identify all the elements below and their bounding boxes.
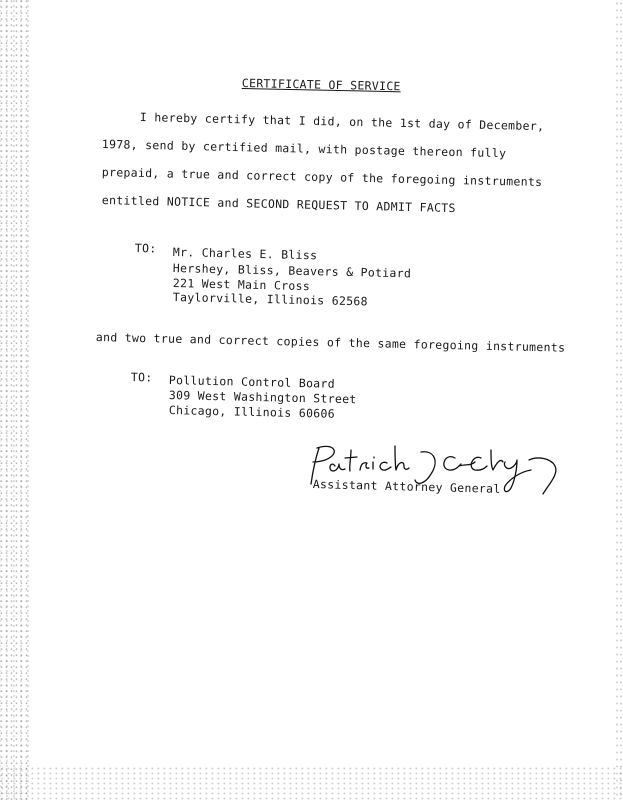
paragraph-line: 1978, send by certified mail, with postage thereon fully	[101, 137, 507, 161]
recipient1-line: Taylorville, Illinois 62568	[172, 290, 368, 309]
handwritten-signature	[305, 440, 570, 505]
paragraph-line: entitled NOTICE and SECOND REQUEST TO ADMIT FACTS	[101, 193, 456, 216]
recipient1-label: TO:	[134, 241, 157, 256]
recipient2-label: TO:	[130, 370, 153, 385]
recipient2-line: Chicago, Illinois 60606	[168, 403, 336, 421]
recipient2-line: 309 West Washington Street	[168, 388, 357, 407]
recipient1-line: Mr. Charles E. Bliss	[172, 245, 318, 263]
scan-noise-bottom	[0, 766, 623, 800]
recipient1-line: Hershey, Bliss, Beavers & Potiard	[172, 261, 412, 281]
recipient1-line: 221 West Main Cross	[172, 276, 311, 294]
recipient2-line: Pollution Control Board	[168, 373, 336, 391]
signature-title: Assistant Attorney General	[312, 477, 501, 496]
paragraph-line: prepaid, a true and correct copy of the foregoing instruments	[101, 165, 543, 189]
middle-line: and two true and correct copies of the same foregoing instruments	[95, 330, 566, 355]
certificate-title: CERTIFICATE OF SERVICE	[241, 76, 401, 94]
paragraph-line: I hereby certify that I did, on the 1st day of December,	[139, 110, 545, 134]
scan-noise-right	[615, 0, 623, 800]
scan-noise-left	[0, 0, 30, 800]
